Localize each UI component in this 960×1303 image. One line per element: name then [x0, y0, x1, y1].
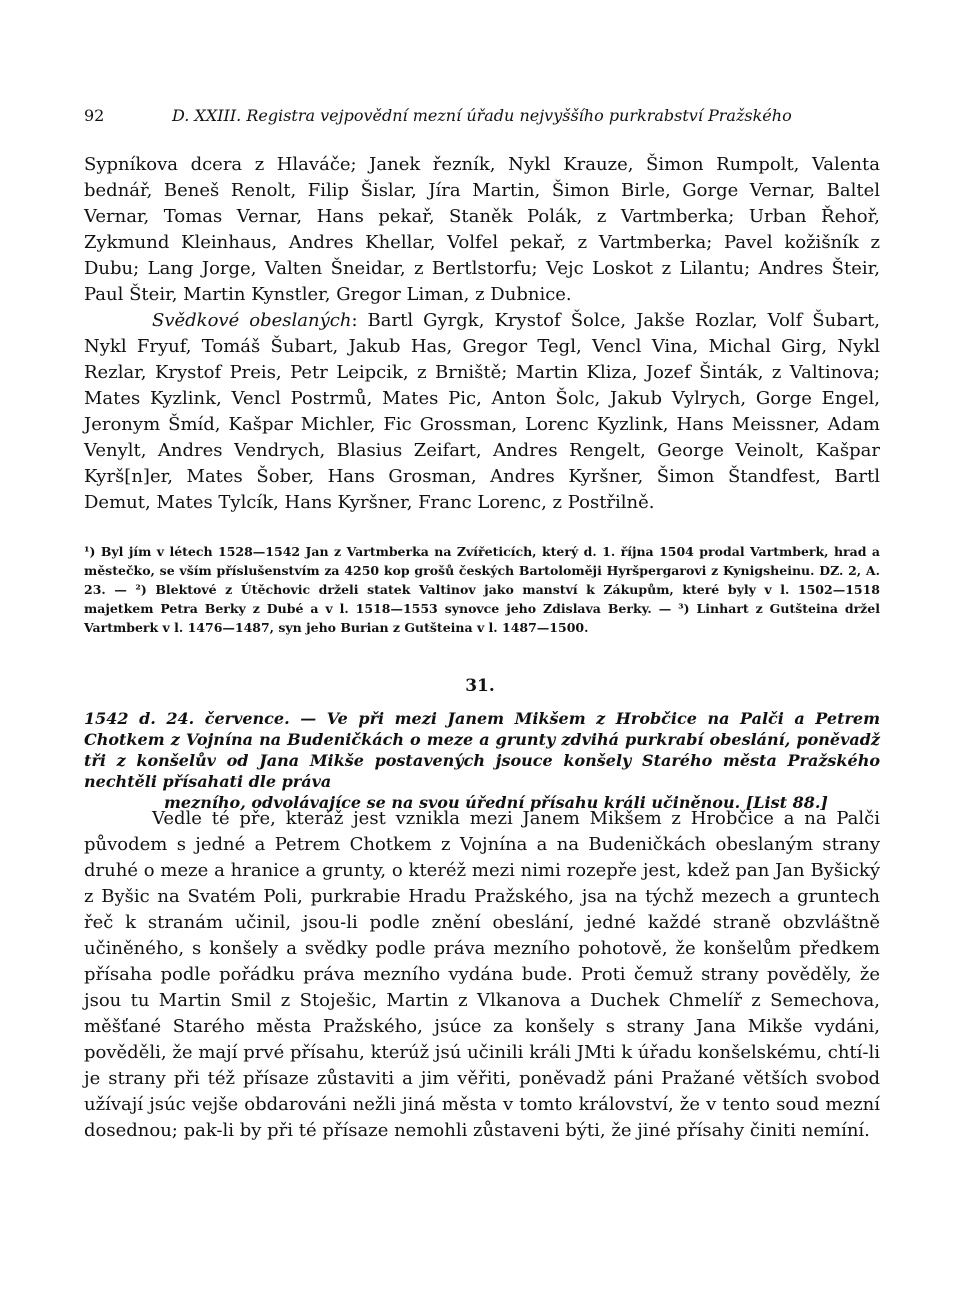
main-paragraph: Vedle té pře, kteráž jest vznikla mezi Janem Mikšem z Hrobčice a na Palči původem s jedné a Petrem Chotkem z Vojnína a na Budeničkách obeslaným strany druhé o meze a hranice a grunty, o kteréž mezi nimi rozepře jest, kdež pan Jan Byšický z Byšic na Svatém Poli, purkrabie Hradu Pražského, jsa na týchž mezech a gruntech řeč k stranám učinil, jsou-li podle znění obeslání, jedné každé straně obzvláštně učiněného, s konšely a svědky podle práva mezního pohotově, že konšelům předkem přísaha podle pořádku práva mezního vydána bude. Proti čemuž strany pověděly, že jsou tu Martin Smil z Stoješic, Martin z Vlkanova a Duchek Chmelíř z Semechova, měšťané Starého města Pražského, jsúce za konšely s strany Jana Mikše vydáni, pověděli, že mají prvé přísahu, kterúž jsú učinili králi JMti k úřadu konšelskému, chtí-li je strany při též přísaze zůstaviti a jim věřiti, poněvadž páni Pražané větších svobod užívají jsúc vejše obdarováni nežli jiná města v tomto království, že v tento soud mezní dosednou; pak-li by při té přísaze nemohli zůstaveni býti, že jiné přísahy činiti nemíní.	[84, 808, 880, 1141]
footnote-text: ¹) Byl jím v létech 1528—1542 Jan z Vartmberka na Zvířeticích, který d. 1. října 1504 prodal Vartmberk, hrad a městečko, se vším příslušenstvím za 4250 kop grošů českých Bartoloměji Hyršpergarovi z Kynigsheinu. DZ. 2, A. 23. — ²) Blektové z Útěchovic drželi statek Valtinov jako manství k Zákupům, které byly v l. 1502—1518 majetkem Petra Berky z Dubé a v l. 1518—1553 synovce jeho Zdislava Berky. — ³) Linhart z Gutšteina držel Vartmberk v l. 1476—1487, syn jeho Burian z Gutšteina v l. 1487—1500.	[84, 544, 880, 635]
page-number: 92	[84, 106, 105, 125]
regest-text: 1542 d. 24. července. — Ve při mezi Janem Mikšem z Hrobčice na Palči a Petrem Chotkem z Vojnína na Budeničkách o meze a grunty zdvihá purkrabí obeslání, poněvadž tři z konšelův od Jana Mikše postavených jsouce konšely Starého města Pražského nechtěli přísahati dle práva	[84, 709, 880, 791]
document-number: 31.	[465, 676, 495, 696]
page-header	[84, 106, 884, 130]
names-paragraph: Sypníkova dcera z Hlaváče; Janek řezník, Nykl Krauze, Šimon Rumpolt, Valenta bednář, Beneš Renolt, Filip Šislar, Jíra Martin, Šimon Birle, Gorge Vernar, Baltel Vernar, Tomas Vernar, Hans pekař, Staněk Polák, z Vartmberka; Urban Řehoř, Zykmund Kleinhaus, Andres Khellar, Volfel pekař, z Vartmberka; Pavel kožišník z Dubu; Lang Jorge, Valten Šneidar, z Bertlstorfu; Vejc Loskot z Lilantu; Andres Šteir, Paul Šteir, Martin Kynstler, Gregor Liman, z Dubnice.	[84, 154, 880, 305]
regest-last-line: mezního, odvolávajíce se na svou úřední přísahu králi učiněnou. [List 88.]	[164, 793, 828, 812]
running-title: D. XXIII. Registra vejpovědní mezní úřadu nejvyššího purkrabství Pražského	[172, 106, 792, 125]
lower-text-block	[84, 806, 880, 1144]
witnesses-text: : Bartl Gyrgk, Krystof Šolce, Jakše Rozlar, Volf Šubart, Nykl Fryuf, Tomáš Šubart, Jakub Has, Gregor Tegl, Vencl Vina, Michal Girg, Nykl Rezlar, Krystof Preis, Petr Leipcik, z Brniště; Martin Kliza, Jozef Šinták, z Valtinova; Mates Kyzlink, Vencl Postrmů, Mates Pic, Anton Šolc, Jakub Vylrych, Gorge Engel, Jeronym Šmíd, Kašpar Michler, Fic Grossman, Lorenc Kyzlink, Hans Meissner, Adam Venylt, Andres Vendrych, Blasius Zeifart, Andres Rengelt, George Veinolt, Kašpar Kyrš[n]er, Mates Šober, Hans Grosman, Andres Kyršner, Šimon Štandfest, Bartl Demut, Mates Tylcík, Hans Kyršner, Franc Lorenc, z Postřilně.	[84, 310, 880, 513]
witnesses-label: Svědkové obeslaných	[152, 310, 352, 331]
footnotes	[84, 542, 880, 637]
witnesses-paragraph	[84, 308, 880, 516]
upper-text-block	[84, 152, 880, 516]
regest	[84, 708, 880, 813]
